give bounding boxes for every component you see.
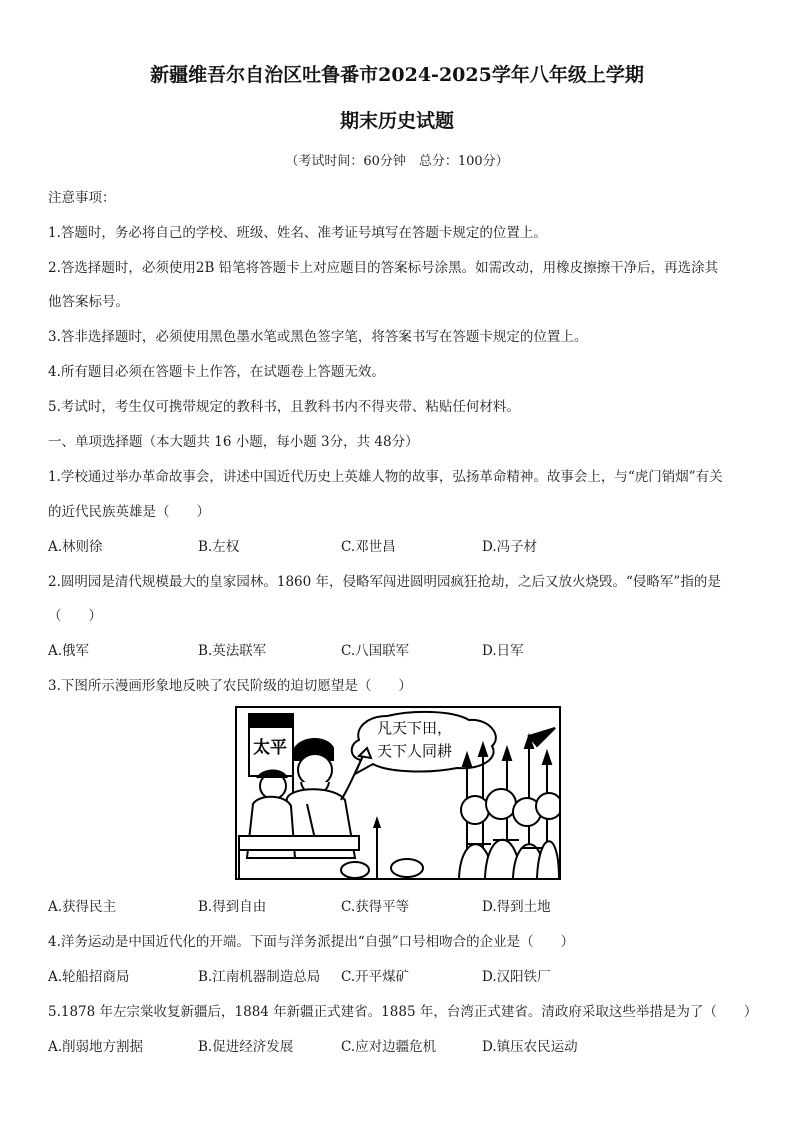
option-d: D.得到土地 (482, 899, 551, 915)
speech-text-line1: 凡天下田， (377, 719, 453, 737)
option-d: D.冯子材 (482, 539, 538, 555)
option-c: C.邓世昌 (341, 539, 396, 555)
speech-text-line2: 天下人同耕 (377, 742, 453, 760)
exam-subtitle: （考试时间：60分钟 总分：100分） (285, 154, 509, 169)
option-d: D.汉阳铁厂 (482, 969, 551, 985)
question-2-text: 2.圆明园是清代规模最大的皇家园林。1860 年，侵略军闯进圆明园疯狂抢劫，之后又放火烧毁。“侵略军”指的是 (48, 574, 721, 590)
section-heading: 一、单项选择题（本大题共 16 小题，每小题 3分，共 48分） (48, 434, 419, 450)
question-1-text: 的近代民族英雄是（ ） (48, 504, 210, 520)
note-item: 2.答选择题时，必须使用2B 铅笔将答题卡上对应题目的答案标号涂黑。如需改动，用橡皮擦擦干净后，再选涂其 (48, 260, 719, 276)
option-c: C.八国联军 (341, 643, 410, 659)
exam-title-line2: 期末历史试题 (339, 110, 454, 132)
option-a: A.俄军 (48, 643, 90, 659)
question-5-text: 5.1878 年左宗棠收复新疆后，1884 年新疆正式建省。1885 年，台湾正式建省。清政府采取这些举措是为了（ ） (48, 1004, 758, 1020)
banner-text: 太平 (253, 738, 287, 758)
option-d: D.日军 (482, 643, 524, 659)
option-c: C.开平煤矿 (341, 969, 410, 985)
option-a: A.获得民主 (48, 899, 117, 915)
question-4-text: 4.洋务运动是中国近代化的开端。下面与洋务派提出“自强”口号相吻合的企业是（ ） (48, 934, 575, 950)
note-item: 3.答非选择题时，必须使用黑色墨水笔或黑色签字笔，将答案书写在答题卡规定的位置上。 (48, 329, 588, 345)
question-1-text: 1.学校通过举办革命故事会，讲述中国近代历史上英雄人物的故事，弘扬革命精神。故事会上，与“虎门销烟”有关 (48, 469, 723, 485)
note-item: 4.所有题目必须在答题卡上作答，在试题卷上答题无效。 (48, 364, 385, 380)
note-item: 5.考试时，考生仅可携带规定的教科书，且教科书内不得夹带、粘贴任何材料。 (48, 399, 520, 415)
question-2-text: （ ） (48, 608, 102, 624)
taiping-cartoon-image (235, 706, 561, 880)
option-a: A.林则徐 (48, 539, 103, 555)
option-a: A.削弱地方割据 (48, 1039, 144, 1055)
option-b: B.英法联军 (198, 643, 267, 659)
option-a: A.轮船招商局 (48, 969, 130, 985)
option-d: D.镇压农民运动 (482, 1039, 578, 1055)
option-b: B.促进经济发展 (198, 1039, 294, 1055)
option-b: B.得到自由 (198, 899, 267, 915)
option-c: C.获得平等 (341, 899, 410, 915)
exam-title-line1: 新疆维吾尔自治区吐鲁番市2024-2025学年八年级上学期 (150, 64, 644, 86)
notes-heading: 注意事项： (48, 190, 116, 206)
option-b: B.江南机器制造总局 (198, 969, 321, 985)
option-b: B.左权 (198, 539, 240, 555)
note-item: 1.答题时，务必将自己的学校、班级、姓名、准考证号填写在答题卡规定的位置上。 (48, 225, 547, 241)
question-3-text: 3.下图所示漫画形象地反映了农民阶级的迫切愿望是（ ） (48, 678, 412, 694)
note-item: 他答案标号。 (48, 294, 129, 310)
option-c: C.应对边疆危机 (341, 1039, 437, 1055)
